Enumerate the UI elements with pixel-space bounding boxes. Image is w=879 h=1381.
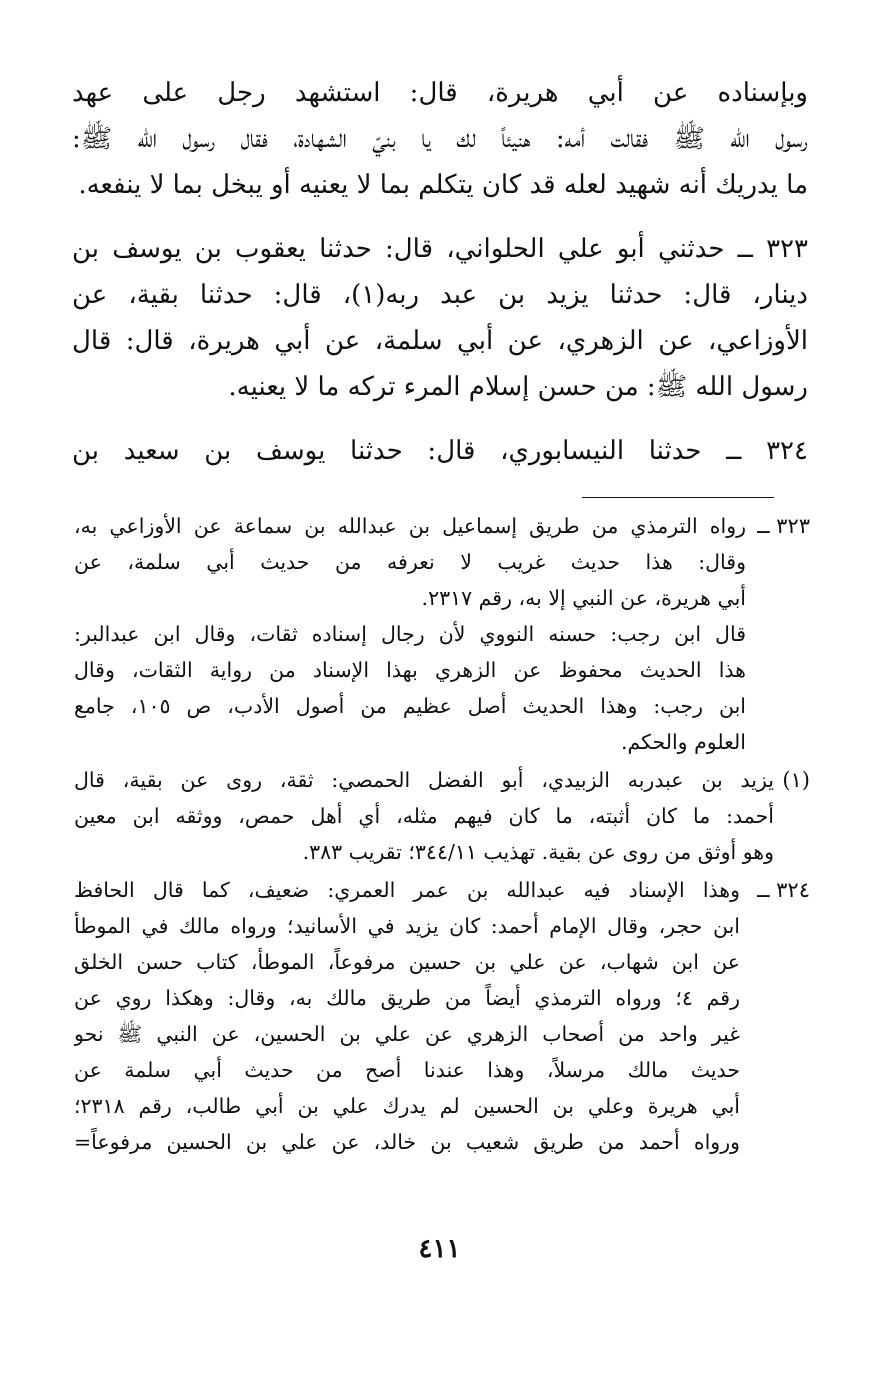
text-line: ٣٢٤ ــ حدثنا النيسابوري، قال: حدثنا يوسف بن سعيد بن <box>72 436 808 466</box>
footnote-line: ابن حجر، وقال الإمام أحمد: كان يزيد في الأسانيد؛ ورواه مالك في الموطأ <box>74 914 740 938</box>
text-line: الأوزاعي، عن الزهري، عن أبي سلمة، عن أبي هريرة، قال: قال <box>72 326 808 356</box>
footnote-line: ورواه أحمد من طريق شعيب بن خالد، عن علي بن الحسين مرفوعاً= <box>74 1130 740 1154</box>
text-line: ما يدريك أنه شهيد لعله قد كان يتكلم بما لا يعنيه أو يبخل بما لا ينفعه. <box>78 170 808 200</box>
text-line: دينار، قال: حدثنا يزيد بن عبد ربه(١)، قال: حدثنا بقية، عن <box>72 280 808 310</box>
footnote-line: غير واحد من أصحاب الزهري عن علي بن الحسين، عن النبي ﷺ نحو <box>74 1022 740 1046</box>
page-number: ٤١١ <box>418 1234 461 1264</box>
footnote <box>74 872 810 1160</box>
footnote-line: ابن رجب: وهذا الحديث أصل عظيم من أصول الأدب، ص ١٠٥، جامع <box>74 694 746 718</box>
footnotes <box>74 508 810 1162</box>
footnote-line: رواه الترمذي من طريق إسماعيل بن عبدالله بن سماعة عن الأوزاعي به، <box>74 514 746 538</box>
footnote-marker: (١) <box>782 768 810 792</box>
footnote-separator <box>582 497 774 498</box>
footnote-line: عن ابن شهاب، عن علي بن حسين مرفوعاً، الموطأ، كتاب حسن الخلق <box>74 950 740 974</box>
footnote <box>74 508 810 760</box>
footnote-line: وهذا الإسناد فيه عبدالله بن عمر العمري: ضعيف، كما قال الحافظ <box>74 878 740 902</box>
footnote-line: يزيد بن عبدربه الزبيدي، أبو الفضل الحمصي: ثقة، روى عن بقية، قال <box>74 768 774 792</box>
text-line: رسول الله ﷺ: من حسن إسلام المرء تركه ما لا يعنيه. <box>228 372 808 402</box>
footnote-line: حديث مالك مرسلاً، وهذا عندنا أصح من حديث أبي سلمة عن <box>74 1058 740 1082</box>
footnote-line: هذا الحديث محفوظ عن الزهري بهذا الإسناد من رواية الثقات، وقال <box>74 658 746 682</box>
footnote-line: أبي هريرة وعلي بن الحسين لم يدرك علي بن أبي طالب، رقم ٢٣١٨؛ <box>74 1094 740 1118</box>
paragraph <box>72 70 808 208</box>
text-line: ٣٢٣ ــ حدثني أبو علي الحلواني، قال: حدثنا يعقوب بن يوسف بن <box>72 234 808 264</box>
footnote-line: قال ابن رجب: حسنه النووي لأن رجال إسناده ثقات، وقال ابن عبدالبر: <box>74 622 746 646</box>
footnote-line: وهو أوثق من روى عن بقية. تهذيب ٣٤٤/١١؛ تقريب ٣٨٣. <box>302 840 774 864</box>
footnote-line: أحمد: ما كان أثبته، ما كان فيهم مثله، أي أهل حمص، ووثقه ابن معين <box>74 804 774 828</box>
paragraph <box>72 226 808 410</box>
footnote-line: وقال: هذا حديث غريب لا نعرفه من حديث أبي سلمة، عن <box>74 550 746 574</box>
footnote-line: أبي هريرة، عن النبي إلا به، رقم ٢٣١٧. <box>421 586 746 610</box>
footnote-marker: ٣٢٣ ــ <box>757 514 810 538</box>
text-line: وبإسناده عن أبي هريرة، قال: استشهد رجل على عهد <box>72 78 808 108</box>
paragraph <box>72 428 808 474</box>
footnote <box>74 762 810 870</box>
text-line: رسول الله ﷺ فقالت أمه: هنيئاً لك يا بنيّ الشهادة، فقال رسول الله ﷺ: <box>72 124 808 154</box>
footnote-marker: ٣٢٤ ــ <box>757 878 810 902</box>
main-text <box>72 70 808 474</box>
footnote-line: رقم ٤؛ ورواه الترمذي أيضاً من طريق مالك به، وقال: وهكذا روي عن <box>74 986 740 1010</box>
footnote-line: العلوم والحكم. <box>621 730 746 754</box>
